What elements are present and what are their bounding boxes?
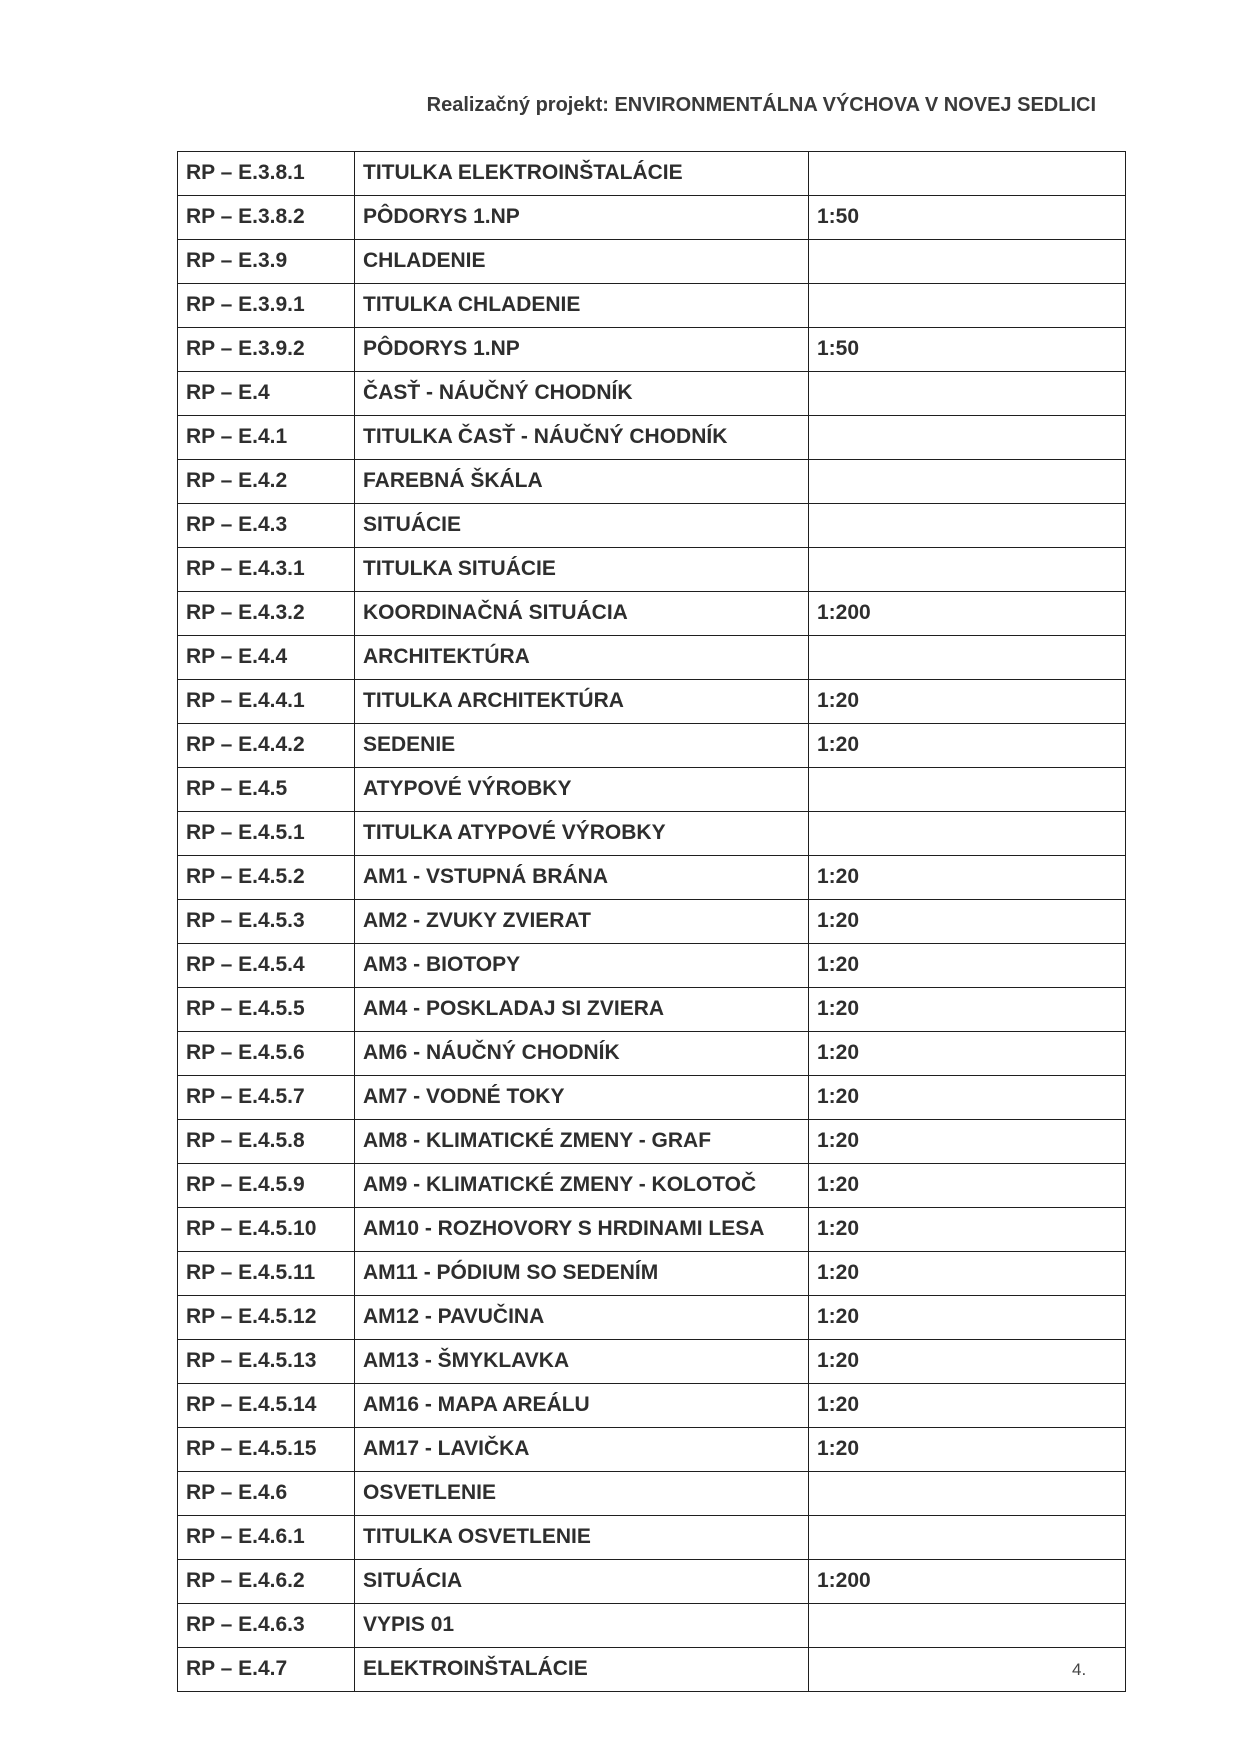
drawing-title-cell: AM13 - ŠMYKLAVKA bbox=[355, 1340, 809, 1384]
drawings-table bbox=[177, 151, 1126, 1692]
drawing-title-cell: TITULKA SITUÁCIE bbox=[355, 548, 809, 592]
table-row bbox=[178, 328, 1126, 372]
drawing-scale-cell: 1:20 bbox=[809, 680, 1126, 724]
table-row bbox=[178, 1516, 1126, 1560]
table-row bbox=[178, 724, 1126, 768]
drawing-scale-cell bbox=[809, 284, 1126, 328]
drawing-scale-cell: 1:20 bbox=[809, 944, 1126, 988]
drawing-title-cell: CHLADENIE bbox=[355, 240, 809, 284]
table-row bbox=[178, 240, 1126, 284]
drawing-scale-cell: 1:20 bbox=[809, 1384, 1126, 1428]
drawing-code-cell: RP – E.4.7 bbox=[178, 1648, 355, 1692]
drawing-code-cell: RP – E.4.2 bbox=[178, 460, 355, 504]
drawing-title-cell: AM11 - PÓDIUM SO SEDENÍM bbox=[355, 1252, 809, 1296]
table-row bbox=[178, 592, 1126, 636]
drawing-code-cell: RP – E.3.9.1 bbox=[178, 284, 355, 328]
drawing-code-cell: RP – E.4.5.4 bbox=[178, 944, 355, 988]
drawing-code-cell: RP – E.4.5.11 bbox=[178, 1252, 355, 1296]
drawing-scale-cell bbox=[809, 1604, 1126, 1648]
drawing-code-cell: RP – E.4.5.1 bbox=[178, 812, 355, 856]
drawing-scale-cell: 1:50 bbox=[809, 196, 1126, 240]
drawing-title-cell: PÔDORYS 1.NP bbox=[355, 196, 809, 240]
table-row bbox=[178, 1560, 1126, 1604]
drawing-scale-cell: 1:20 bbox=[809, 1340, 1126, 1384]
table-row bbox=[178, 372, 1126, 416]
drawing-scale-cell: 1:20 bbox=[809, 1120, 1126, 1164]
table-row bbox=[178, 900, 1126, 944]
drawing-title-cell: AM16 - MAPA AREÁLU bbox=[355, 1384, 809, 1428]
drawing-code-cell: RP – E.4.5.14 bbox=[178, 1384, 355, 1428]
table-row bbox=[178, 1428, 1126, 1472]
drawing-code-cell: RP – E.4.3.2 bbox=[178, 592, 355, 636]
drawing-code-cell: RP – E.4.5.7 bbox=[178, 1076, 355, 1120]
table-row bbox=[178, 812, 1126, 856]
table-row bbox=[178, 1604, 1126, 1648]
drawing-scale-cell: 1:20 bbox=[809, 900, 1126, 944]
drawing-title-cell: TITULKA ARCHITEKTÚRA bbox=[355, 680, 809, 724]
drawing-scale-cell: 1:200 bbox=[809, 1560, 1126, 1604]
drawing-code-cell: RP – E.4.5.12 bbox=[178, 1296, 355, 1340]
drawing-code-cell: RP – E.4.6.1 bbox=[178, 1516, 355, 1560]
drawing-scale-cell bbox=[809, 1472, 1126, 1516]
table-row bbox=[178, 636, 1126, 680]
drawing-scale-cell: 1:20 bbox=[809, 1076, 1126, 1120]
drawing-title-cell: TITULKA ELEKTROINŠTALÁCIE bbox=[355, 152, 809, 196]
table-row bbox=[178, 1164, 1126, 1208]
drawing-scale-cell: 1:20 bbox=[809, 724, 1126, 768]
drawing-scale-cell bbox=[809, 416, 1126, 460]
drawing-scale-cell: 1:20 bbox=[809, 1296, 1126, 1340]
drawing-title-cell: AM1 - VSTUPNÁ BRÁNA bbox=[355, 856, 809, 900]
drawing-scale-cell bbox=[809, 768, 1126, 812]
drawing-code-cell: RP – E.3.9 bbox=[178, 240, 355, 284]
table-row bbox=[178, 548, 1126, 592]
drawing-scale-cell: 1:20 bbox=[809, 1032, 1126, 1076]
drawing-scale-cell bbox=[809, 504, 1126, 548]
drawing-scale-cell: 1:20 bbox=[809, 1428, 1126, 1472]
drawing-code-cell: RP – E.4.5.2 bbox=[178, 856, 355, 900]
drawing-scale-cell: 1:20 bbox=[809, 1208, 1126, 1252]
table-row bbox=[178, 1296, 1126, 1340]
table-row bbox=[178, 196, 1126, 240]
drawing-title-cell: AM6 - NÁUČNÝ CHODNÍK bbox=[355, 1032, 809, 1076]
drawing-code-cell: RP – E.3.8.1 bbox=[178, 152, 355, 196]
drawing-scale-cell: 1:20 bbox=[809, 988, 1126, 1032]
drawing-code-cell: RP – E.3.8.2 bbox=[178, 196, 355, 240]
drawing-code-cell: RP – E.4.1 bbox=[178, 416, 355, 460]
drawing-title-cell: TITULKA OSVETLENIE bbox=[355, 1516, 809, 1560]
drawing-scale-cell: 1:20 bbox=[809, 1252, 1126, 1296]
drawing-title-cell: TITULKA ČASŤ - NÁUČNÝ CHODNÍK bbox=[355, 416, 809, 460]
drawing-scale-cell bbox=[809, 460, 1126, 504]
drawing-title-cell: AM10 - ROZHOVORY S HRDINAMI LESA bbox=[355, 1208, 809, 1252]
drawing-title-cell: ARCHITEKTÚRA bbox=[355, 636, 809, 680]
table-row bbox=[178, 680, 1126, 724]
drawing-code-cell: RP – E.4.6.2 bbox=[178, 1560, 355, 1604]
drawing-title-cell: OSVETLENIE bbox=[355, 1472, 809, 1516]
drawing-title-cell: AM7 - VODNÉ TOKY bbox=[355, 1076, 809, 1120]
drawing-code-cell: RP – E.4.5.9 bbox=[178, 1164, 355, 1208]
table-row bbox=[178, 768, 1126, 812]
drawing-scale-cell bbox=[809, 636, 1126, 680]
drawing-code-cell: RP – E.4.3.1 bbox=[178, 548, 355, 592]
drawing-code-cell: RP – E.4.6 bbox=[178, 1472, 355, 1516]
drawing-title-cell: AM3 - BIOTOPY bbox=[355, 944, 809, 988]
drawing-code-cell: RP – E.4.5.10 bbox=[178, 1208, 355, 1252]
drawing-scale-cell bbox=[809, 812, 1126, 856]
drawing-scale-cell: 1:50 bbox=[809, 328, 1126, 372]
page-number: 4. bbox=[1072, 1660, 1087, 1679]
table-row bbox=[178, 1208, 1126, 1252]
drawing-code-cell: RP – E.4.4.1 bbox=[178, 680, 355, 724]
drawing-title-cell: AM2 - ZVUKY ZVIERAT bbox=[355, 900, 809, 944]
drawing-title-cell: ČASŤ - NÁUČNÝ CHODNÍK bbox=[355, 372, 809, 416]
table-row bbox=[178, 1384, 1126, 1428]
table-row bbox=[178, 1472, 1126, 1516]
drawing-scale-cell: 1:200 bbox=[809, 592, 1126, 636]
drawing-title-cell: AM4 - POSKLADAJ SI ZVIERA bbox=[355, 988, 809, 1032]
drawing-scale-cell: 1:20 bbox=[809, 856, 1126, 900]
table-row bbox=[178, 284, 1126, 328]
drawing-scale-cell bbox=[809, 1516, 1126, 1560]
table-row bbox=[178, 460, 1126, 504]
table-row bbox=[178, 1340, 1126, 1384]
drawing-scale-cell bbox=[809, 548, 1126, 592]
drawing-code-cell: RP – E.4.4 bbox=[178, 636, 355, 680]
drawing-title-cell: SITUÁCIE bbox=[355, 504, 809, 548]
drawing-scale-cell bbox=[809, 240, 1126, 284]
drawing-code-cell: RP – E.3.9.2 bbox=[178, 328, 355, 372]
drawing-scale-cell bbox=[809, 372, 1126, 416]
drawing-code-cell: RP – E.4.6.3 bbox=[178, 1604, 355, 1648]
drawing-title-cell: SEDENIE bbox=[355, 724, 809, 768]
drawing-code-cell: RP – E.4.5.8 bbox=[178, 1120, 355, 1164]
table-row bbox=[178, 504, 1126, 548]
table-row bbox=[178, 988, 1126, 1032]
table-row bbox=[178, 1120, 1126, 1164]
table-row bbox=[178, 1252, 1126, 1296]
drawing-scale-cell bbox=[809, 152, 1126, 196]
drawing-code-cell: RP – E.4.4.2 bbox=[178, 724, 355, 768]
drawing-title-cell: ELEKTROINŠTALÁCIE bbox=[355, 1648, 809, 1692]
drawing-code-cell: RP – E.4.3 bbox=[178, 504, 355, 548]
table-row bbox=[178, 416, 1126, 460]
table-row bbox=[178, 1648, 1126, 1692]
drawing-title-cell: PÔDORYS 1.NP bbox=[355, 328, 809, 372]
drawing-code-cell: RP – E.4.5.3 bbox=[178, 900, 355, 944]
drawing-title-cell: AM17 - LAVIČKA bbox=[355, 1428, 809, 1472]
table-row bbox=[178, 1076, 1126, 1120]
drawing-title-cell: SITUÁCIA bbox=[355, 1560, 809, 1604]
drawing-scale-cell: 1:20 bbox=[809, 1164, 1126, 1208]
table-row bbox=[178, 856, 1126, 900]
drawing-code-cell: RP – E.4.5.13 bbox=[178, 1340, 355, 1384]
drawing-title-cell: ATYPOVÉ VÝROBKY bbox=[355, 768, 809, 812]
drawing-title-cell: FAREBNÁ ŠKÁLA bbox=[355, 460, 809, 504]
drawing-code-cell: RP – E.4.5.15 bbox=[178, 1428, 355, 1472]
drawing-title-cell: TITULKA CHLADENIE bbox=[355, 284, 809, 328]
drawing-code-cell: RP – E.4.5.5 bbox=[178, 988, 355, 1032]
page-header-title: Realizačný projekt: ENVIRONMENTÁLNA VÝCHOVA V NOVEJ SEDLICI bbox=[426, 94, 1096, 116]
drawing-code-cell: RP – E.4.5 bbox=[178, 768, 355, 812]
drawing-title-cell: KOORDINAČNÁ SITUÁCIA bbox=[355, 592, 809, 636]
drawing-title-cell: TITULKA ATYPOVÉ VÝROBKY bbox=[355, 812, 809, 856]
drawing-code-cell: RP – E.4 bbox=[178, 372, 355, 416]
drawing-title-cell: AM9 - KLIMATICKÉ ZMENY - KOLOTOČ bbox=[355, 1164, 809, 1208]
drawing-code-cell: RP – E.4.5.6 bbox=[178, 1032, 355, 1076]
table-row bbox=[178, 944, 1126, 988]
drawing-title-cell: AM12 - PAVUČINA bbox=[355, 1296, 809, 1340]
table-row bbox=[178, 1032, 1126, 1076]
table-row bbox=[178, 152, 1126, 196]
drawing-title-cell: AM8 - KLIMATICKÉ ZMENY - GRAF bbox=[355, 1120, 809, 1164]
drawing-title-cell: VYPIS 01 bbox=[355, 1604, 809, 1648]
